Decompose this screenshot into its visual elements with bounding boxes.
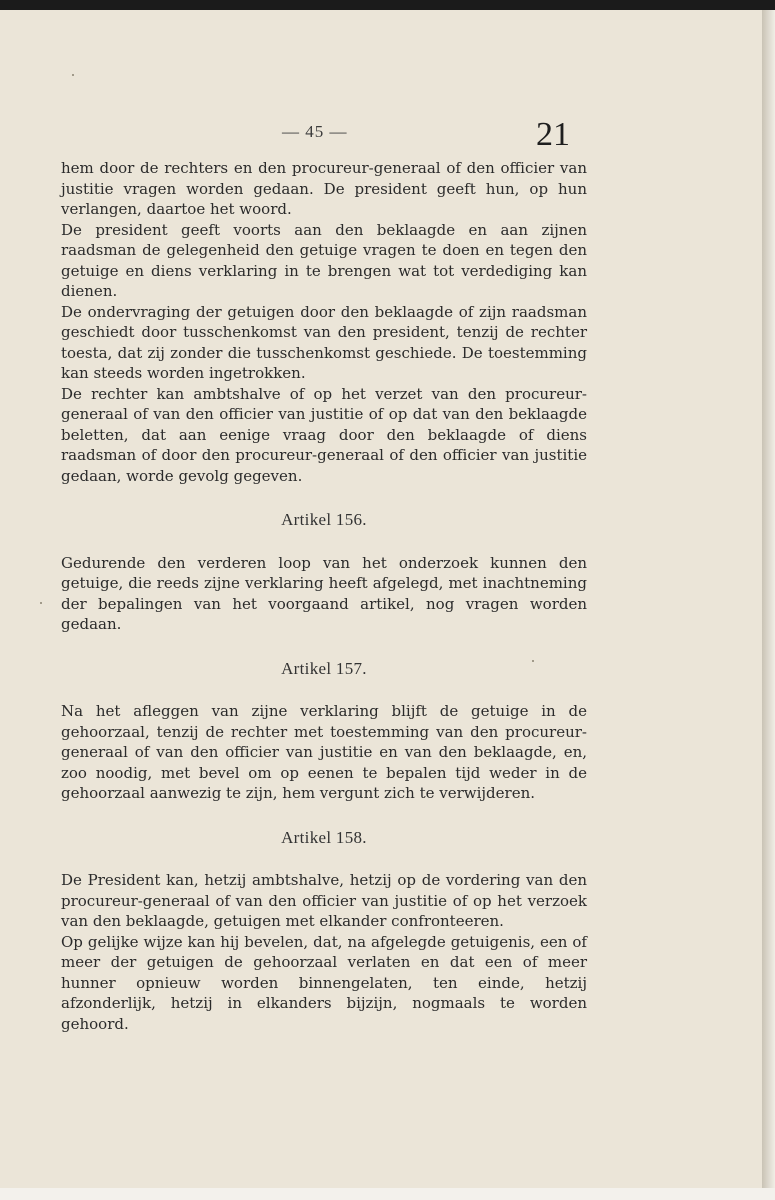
- page-edge-right: [762, 10, 775, 1200]
- paragraph: Gedurende den verderen loop van het onderzoek kunnen den getuige, die reeds zijne verklaring heeft afgelegd, met inachtneming der bepalingen van het voorgaand artikel, nog vragen worden gedaan.: [61, 553, 587, 633]
- paper-speck: [72, 74, 74, 76]
- scan-border-top: [0, 0, 775, 10]
- paragraph: De rechter kan ambtshalve of op het verzet van den procureur-generaal of van den officier van justitie of op dat van den beklaagde beletten, dat aan eenige vraag door den beklaagde of diens raadsman of door den procureur-generaal of den officier van justitie gedaan, worde gevolg gegeven.: [61, 384, 587, 485]
- paragraph: De president geeft voorts aan den beklaagde en aan zijnen raadsman de gelegenheid den getuige vragen te doen en tegen den getuige en diens verklaring in te brengen wat tot verdediging kan dienen.: [61, 220, 587, 300]
- outer-page-number: 21: [536, 116, 570, 153]
- inner-page-number: — 45 —: [282, 122, 348, 141]
- article-heading-156: Artikel 156.: [281, 510, 367, 529]
- page-edge-bottom: [0, 1188, 775, 1200]
- paragraph: hem door de rechters en den procureur-generaal of den officier van justitie vragen worden gedaan. De president geeft hun, op hun verlangen, daartoe het woord.: [61, 159, 587, 218]
- paragraph: De President kan, hetzij ambtshalve, hetzij op de vordering van den procureur-generaal of van den officier van justitie of op het verzoek van den beklaagde, getuigen met elkander confronteeren.: [61, 871, 587, 930]
- page-body: [61, 158, 587, 1034]
- paragraph: Op gelijke wijze kan hij bevelen, dat, na afgelegde getuigenis, een of meer der getuigen de gehoorzaal verlaten en dat een of meer hunner opnieuw worden binnengelaten, ten einde, hetzij afzonderlijk, hetzij in elkanders bijzijn, nogmaals te worden gehoord.: [61, 932, 587, 1033]
- article-heading-158: Artikel 158.: [281, 827, 367, 847]
- paragraph: De ondervraging der getuigen door den beklaagde of zijn raadsman geschiedt door tusschenkomst van den president, tenzij de rechter toesta, dat zij zonder die tusschenkomst geschiede. De toestemming kan steeds worden ingetrokken.: [61, 302, 587, 382]
- paragraph: Na het afleggen van zijne verklaring blijft de getuige in de gehoorzaal, tenzij de rechter met toestemming van den procureur-generaal of van den officier van justitie en van den beklaagde, en, zoo noodig, met bevel om op eenen te bepalen tijd weder in de gehoorzaal aanwezig te zijn, hem vergunt zich te verwijderen.: [61, 702, 587, 802]
- paper-speck: [40, 602, 42, 604]
- page-header: [0, 118, 762, 158]
- article-heading-157: Artikel 157.: [281, 658, 367, 678]
